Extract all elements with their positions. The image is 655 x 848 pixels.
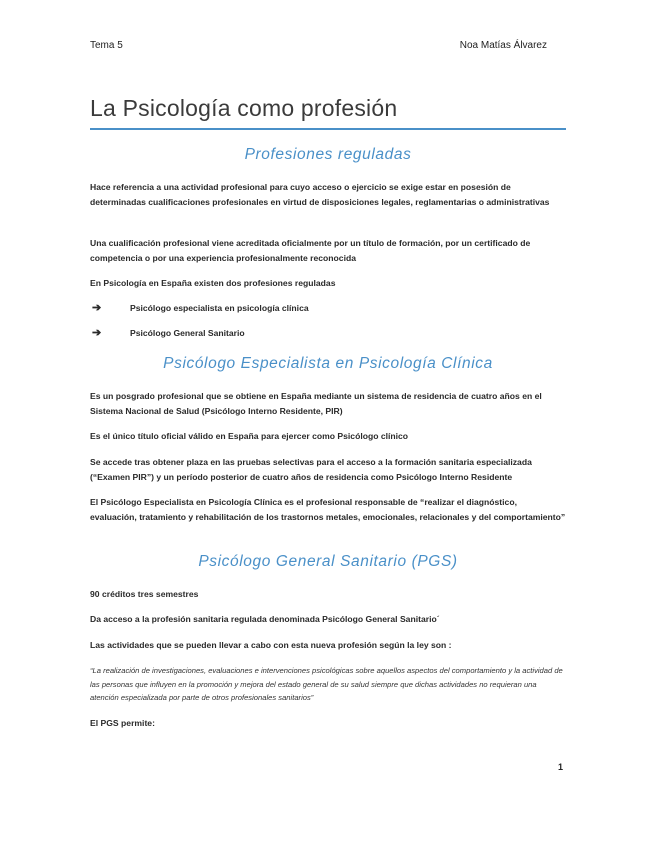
- paragraph: Las actividades que se pueden llevar a cabo con esta nueva profesión según la ley son :: [90, 640, 452, 650]
- paragraph: 90 créditos tres semestres: [90, 589, 199, 599]
- list-item: [90, 303, 566, 317]
- page-title: La Psicología como profesión: [90, 95, 398, 121]
- paragraph: El Psicólogo Especialista en Psicología Clínica es el profesional responsable de “realizar el diagnóstico, evaluación, tratamiento y rehabilitación de los trastornos metales, emocionales, relacionales y del comportamiento”: [90, 497, 566, 522]
- right-arrow-icon: ➔: [92, 327, 102, 339]
- header-topic: Tema 5: [90, 40, 123, 51]
- paragraph: En Psicología en España existen dos profesiones reguladas: [90, 278, 336, 288]
- page-number: 1: [557, 762, 563, 772]
- paragraph: Hace referencia a una actividad profesional para cuyo acceso o ejercicio se exige estar en posesión de determinadas cualificaciones profesionales en virtud de disposiciones legales, reglamentarias o administrativas: [90, 182, 550, 207]
- heading-psicologo-general-sanitario: Psicólogo General Sanitario (PGS): [198, 553, 458, 570]
- title-underline: [90, 128, 566, 130]
- heading-profesiones-reguladas: Profesiones reguladas: [244, 146, 412, 163]
- paragraph: El PGS permite:: [90, 718, 155, 728]
- list-item: [90, 328, 566, 342]
- list-item-text: Psicólogo General Sanitario: [130, 328, 245, 338]
- header-author: Noa Matías Álvarez: [459, 40, 547, 51]
- paragraph: Una cualificación profesional viene acreditada oficialmente por un título de formación, por un certificado de competencia o por una experiencia profesionalmente reconocida: [90, 238, 531, 263]
- list-item-text: Psicólogo especialista en psicología clínica: [130, 303, 309, 313]
- paragraph: Da acceso a la profesión sanitaria regulada denominada Psicólogo General Sanitario´: [90, 614, 440, 624]
- paragraph: Es el único título oficial válido en España para ejercer como Psicólogo clínico: [90, 431, 409, 441]
- right-arrow-icon: ➔: [92, 302, 102, 314]
- heading-psicologo-especialista: Psicólogo Especialista en Psicología Clínica: [163, 355, 493, 372]
- paragraph: Es un posgrado profesional que se obtiene en España mediante un sistema de residencia de cuatro años en el Sistema Nacional de Salud (Psicólogo Interno Residente, PIR): [90, 391, 542, 416]
- quote-paragraph: “La realización de investigaciones, evaluaciones e intervenciones psicológicas sobre aquellos aspectos del comportamiento y la actividad de las personas que influyen en la promoción y mejora del estado general de su salud siempre que dichas actividades no requieran una atención especializada por parte de otros profesionales sanitarios”: [90, 666, 563, 702]
- paragraph: Se accede tras obtener plaza en las pruebas selectivas para el acceso a la formación sanitaria especializada (“Examen PIR”) y un período posterior de cuatro años de residencia como Psicólogo Interno Residente: [90, 457, 532, 482]
